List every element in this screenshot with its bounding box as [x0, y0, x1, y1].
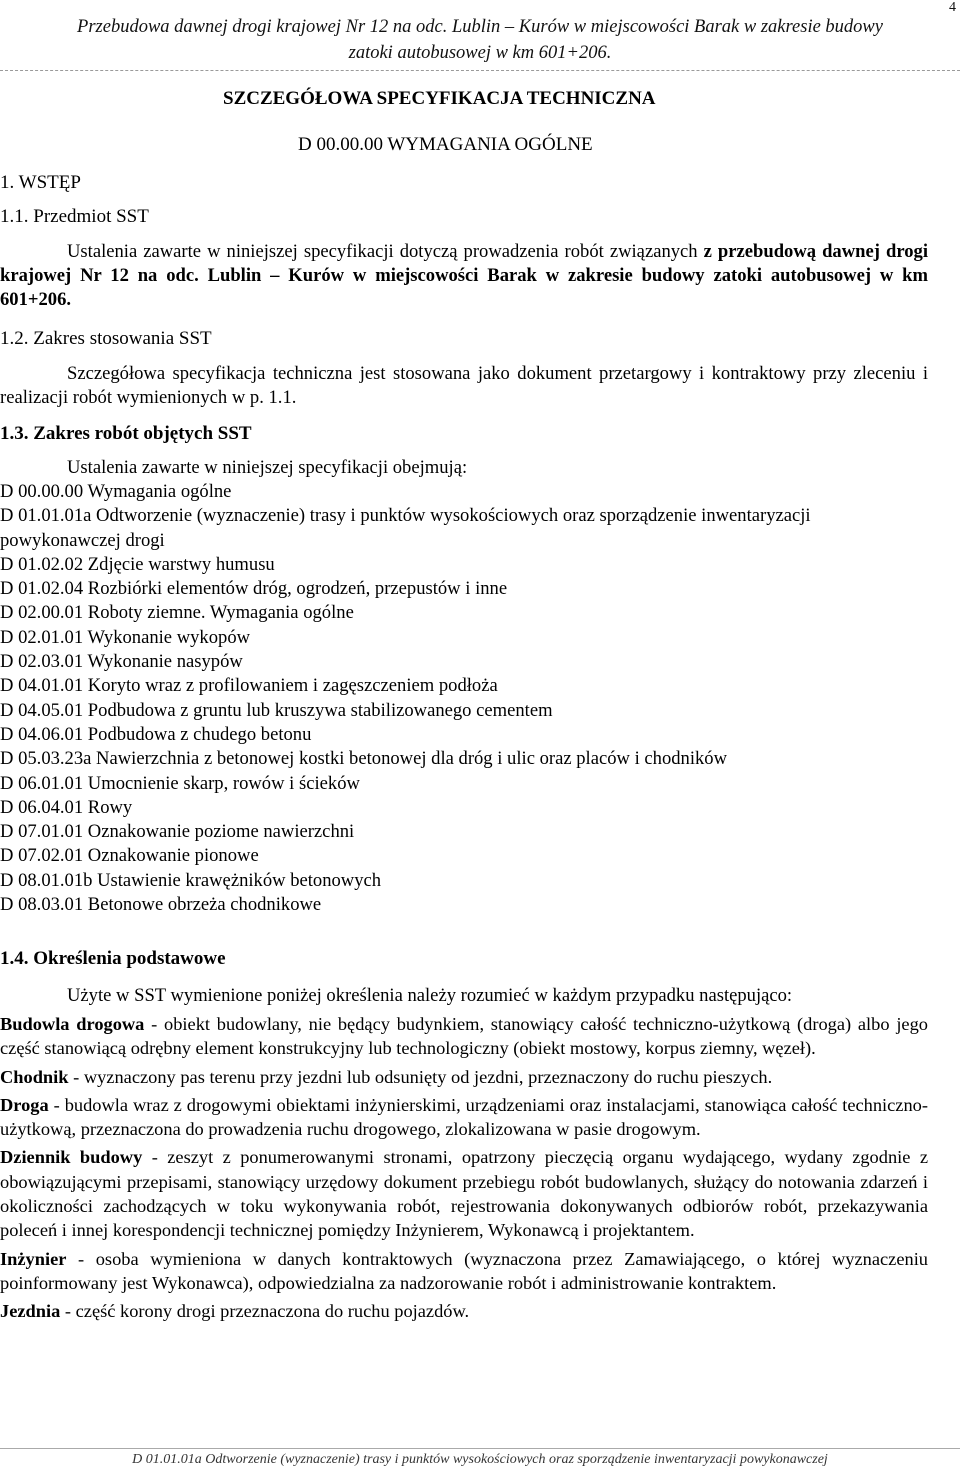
list-item: D 02.03.01 Wykonanie nasypów	[0, 651, 243, 673]
section-1-3-intro: Ustalenia zawarte w niniejszej specyfikacji obejmują:	[67, 457, 468, 478]
definition-term: Dziennik budowy	[0, 1147, 143, 1168]
definition-term: Jezdnia	[0, 1301, 61, 1322]
list-item: D 04.06.01 Podbudowa z chudego betonu	[0, 723, 312, 745]
section-1-4-intro: Użyte w SST wymienione poniżej określenia należy rozumieć w każdym przypadku następująco:	[67, 985, 793, 1006]
list-item: D 05.03.23a Nawierzchnia z betonowej kostki betonowej dla dróg i ulic oraz placów i chodników	[0, 748, 728, 770]
list-item: D 08.01.01b Ustawienie krawężników betonowych	[0, 869, 382, 891]
definition-item: Chodnik - wyznaczony pas terenu przy jezdni lub odsunięty od jezdni, przeznaczony do ruchu pieszych.	[0, 1066, 773, 1087]
section-1-2-paragraph: Szczegółowa specyfikacja techniczna jest stosowana jako dokument przetargowy i kontraktowy przy zleceniu i realizacji robót wymienionych w p. 1.1.	[0, 363, 928, 408]
header-divider	[0, 70, 960, 71]
definition-term: Chodnik	[0, 1066, 69, 1087]
section-1-1-heading: 1.1. Przedmiot SST	[0, 206, 149, 227]
list-item: D 02.01.01 Wykonanie wykopów	[0, 626, 251, 648]
page-number: 4	[949, 0, 956, 15]
section-1-3-heading: 1.3. Zakres robót objętych SST	[0, 423, 252, 444]
section-1-4-heading: 1.4. Określenia podstawowe	[0, 948, 226, 969]
footer-text: D 01.01.01a Odtworzenie (wyznaczenie) trasy i punktów wysokościowych oraz sporządzenie inwentaryzacji powykonawczej	[132, 1452, 828, 1467]
section-1-heading: 1. WSTĘP	[0, 172, 81, 193]
definition-item: Inżynier - osoba wymieniona w danych kontraktowych (wyznaczona przez Zamawiającego, o której wyznaczeniu poinformowany jest Wykonawca), odpowiedzialna za nadzorowanie robót i administrowanie kontraktem.	[0, 1248, 928, 1293]
list-item: D 07.01.01 Oznakowanie poziome nawierzchni	[0, 821, 355, 843]
definition-text: zeszyt z ponumerowanymi stronami, opatrzony pieczęcią organu wydającego, wydany zgodnie z obowiązującymi przepisami, stanowiący urzędowy dokument przebiegu robót budowlanych, służący do notowania zdarzeń i okoliczności zachodzących w toku wykonywania robót, rejestrowania dokonywanych odbiorów robót, przekazywania poleceń i innej korespondencji technicznej pomiędzy Inżynierem, Wykonawcą i projektantem.	[0, 1147, 928, 1241]
section-1-1-text-bold: z przebudową dawnej drogi krajowej Nr 12 na odc. Lublin – Kurów w miejscowości Barak w zakresie budowy zatoki autobusowej w km 601+206.	[0, 241, 928, 310]
definition-text: obiekt budowlany, nie będący budynkiem, stanowiący całość techniczno-użytkową (droga) albo jego część stanowiącą odrębny element konstrukcyjny lub technologiczny (obiekt mostowy, korpus ziemny, węzeł).	[0, 1014, 928, 1059]
definition-item: Dziennik budowy - zeszyt z ponumerowanymi stronami, opatrzony pieczęcią organu wydającego, wydany zgodnie z obowiązującymi przepisami, stanowiący urzędowy dokument przebiegu robót budowlanych, służący do notowania zdarzeń i okoliczności zachodzących w toku wykonywania robót, rejestrowania dokonywanych odbiorów robót, przekazywania poleceń i innej korespondencji technicznej pomiędzy Inżynierem, Wykonawcą i projektantem.	[0, 1147, 928, 1241]
definition-item: Jezdnia - część korony drogi przeznaczona do ruchu pojazdów.	[0, 1301, 470, 1322]
section-1-1-text: Ustalenia zawarte w niniejszej specyfikacji dotyczą prowadzenia robót związanych	[67, 241, 704, 262]
list-item: D 04.05.01 Podbudowa z gruntu lub kruszywa stabilizowanego cementem	[0, 699, 553, 721]
header-title-line-2: zatoki autobusowej w km 601+206.	[348, 43, 612, 63]
list-item: D 02.00.01 Roboty ziemne. Wymagania ogólne	[0, 602, 354, 624]
definition-text: osoba wymieniona w danych kontraktowych (wyznaczona przez Zamawiającego, o której wyznaczeniu poinformowany jest Wykonawca), odpowiedzialna za nadzorowanie robót i administrowanie kontraktem.	[0, 1248, 928, 1293]
definition-text: część korony drogi przeznaczona do ruchu pojazdów.	[75, 1301, 470, 1322]
list-item: D 00.00.00 Wymagania ogólne	[0, 481, 232, 502]
section-code-title: D 00.00.00 WYMAGANIA OGÓLNE	[298, 134, 593, 155]
definitions-list	[0, 1012, 928, 1328]
spec-title: SZCZEGÓŁOWA SPECYFIKACJA TECHNICZNA	[223, 88, 656, 109]
list-item: D 07.02.01 Oznakowanie pionowe	[0, 845, 259, 867]
section-1-2-heading: 1.2. Zakres stosowania SST	[0, 328, 212, 349]
definition-text: budowla wraz z drogowymi obiektami inżynierskimi, urządzeniami oraz instalacjami, stanowiąca całość techniczno-użytkową, przeznaczona do prowadzenia ruchu drogowego, zlokalizowana w pasie drogowym.	[0, 1094, 928, 1140]
definition-term: Droga	[0, 1094, 49, 1115]
list-item: D 01.02.04 Rozbiórki elementów dróg, ogrodzeń, przepustów i inne	[0, 578, 508, 600]
list-item: D 04.01.01 Koryto wraz z profilowaniem i zagęszczeniem podłoża	[0, 675, 498, 697]
definition-item: Droga - budowla wraz z drogowymi obiektami inżynierskimi, urządzeniami oraz instalacjami, stanowiąca całość techniczno-użytkową, przeznaczona do prowadzenia ruchu drogowego, zlokalizowana w pasie drogowym.	[0, 1094, 928, 1140]
section-1-1-paragraph	[0, 240, 928, 312]
list-item: D 06.01.01 Umocnienie skarp, rowów i ścieków	[0, 772, 360, 794]
list-item: D 01.01.01a Odtworzenie (wyznaczenie) trasy i punktów wysokościowych oraz sporządzenie inwentaryzacji powykonawczej drogi	[0, 505, 811, 551]
list-item: D 01.02.02 Zdjęcie warstwy humusu	[0, 553, 275, 575]
definition-text: wyznaczony pas terenu przy jezdni lub odsunięty od jezdni, przeznaczony do ruchu pieszych.	[83, 1066, 773, 1087]
list-item: D 08.03.01 Betonowe obrzeża chodnikowe	[0, 894, 322, 916]
header-title-line-1: Przebudowa dawnej drogi krajowej Nr 12 na odc. Lublin – Kurów w miejscowości Barak w zakresie budowy	[77, 17, 883, 37]
works-scope-list	[0, 480, 930, 917]
definition-term: Inżynier	[0, 1248, 67, 1269]
footer-divider	[0, 1448, 960, 1449]
definition-term: Budowla drogowa	[0, 1014, 145, 1034]
definition-item: Budowla drogowa - obiekt budowlany, nie będący budynkiem, stanowiący całość techniczno-użytkową (droga) albo jego część stanowiącą odrębny element konstrukcyjny lub technologiczny (obiekt mostowy, korpus ziemny, węzeł).	[0, 1014, 928, 1059]
list-item: D 06.04.01 Rowy	[0, 796, 133, 818]
